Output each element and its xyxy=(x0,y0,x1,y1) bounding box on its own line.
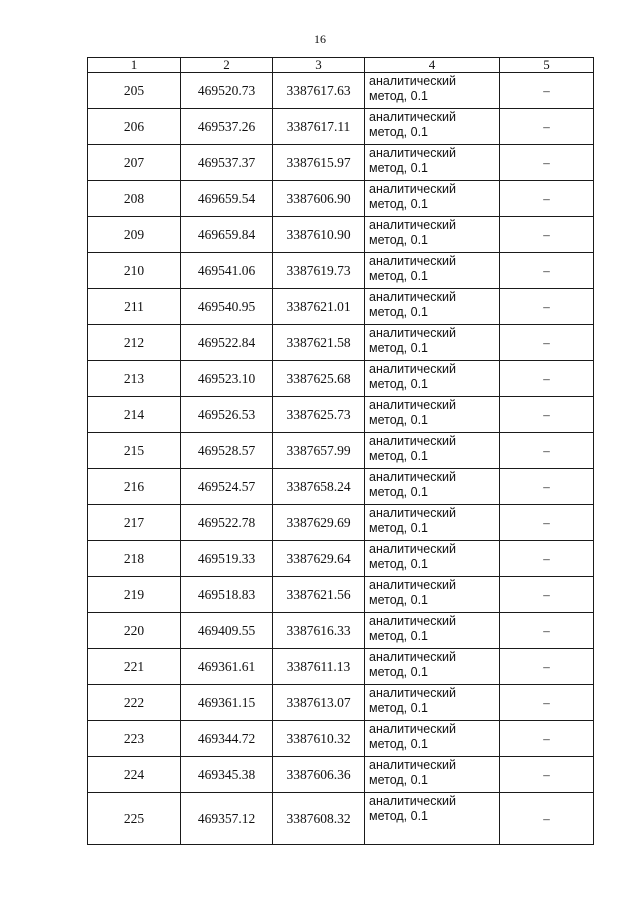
method-name: аналитический xyxy=(369,758,456,772)
y-coordinate-cell: 3387657.99 xyxy=(273,433,365,469)
point-number-cell: 223 xyxy=(88,721,181,757)
y-coordinate-cell: 3387619.73 xyxy=(273,253,365,289)
method-cell xyxy=(365,685,500,721)
x-coordinate-cell: 469659.84 xyxy=(181,217,273,253)
note-cell: – xyxy=(500,649,594,685)
x-coordinate-cell: 469659.54 xyxy=(181,181,273,217)
point-number-cell: 218 xyxy=(88,541,181,577)
method-accuracy: метод, 0.1 xyxy=(369,485,429,499)
note-cell: – xyxy=(500,289,594,325)
method-name: аналитический xyxy=(369,470,456,484)
point-number-cell: 205 xyxy=(88,73,181,109)
y-coordinate-cell: 3387606.36 xyxy=(273,757,365,793)
method-cell xyxy=(365,757,500,793)
y-coordinate-cell: 3387621.01 xyxy=(273,289,365,325)
method-cell xyxy=(365,73,500,109)
table-row xyxy=(88,433,594,469)
method-accuracy: метод, 0.1 xyxy=(369,413,429,427)
table-row xyxy=(88,577,594,613)
point-number-cell: 225 xyxy=(88,793,181,845)
y-coordinate-cell: 3387606.90 xyxy=(273,181,365,217)
point-number-cell: 213 xyxy=(88,361,181,397)
method-name: аналитический xyxy=(369,326,456,340)
method-name: аналитический xyxy=(369,434,456,448)
method-cell xyxy=(365,721,500,757)
note-cell: – xyxy=(500,613,594,649)
y-coordinate-cell: 3387621.56 xyxy=(273,577,365,613)
x-coordinate-cell: 469409.55 xyxy=(181,613,273,649)
note-cell: – xyxy=(500,541,594,577)
method-cell xyxy=(365,505,500,541)
x-coordinate-cell: 469357.12 xyxy=(181,793,273,845)
note-cell: – xyxy=(500,361,594,397)
table-body xyxy=(88,73,594,845)
point-number-cell: 209 xyxy=(88,217,181,253)
method-cell xyxy=(365,109,500,145)
y-coordinate-cell: 3387617.63 xyxy=(273,73,365,109)
x-coordinate-cell: 469361.15 xyxy=(181,685,273,721)
method-cell xyxy=(365,253,500,289)
point-number-cell: 222 xyxy=(88,685,181,721)
point-number-cell: 212 xyxy=(88,325,181,361)
table-row xyxy=(88,109,594,145)
method-accuracy: метод, 0.1 xyxy=(369,197,429,211)
point-number-cell: 206 xyxy=(88,109,181,145)
y-coordinate-cell: 3387610.90 xyxy=(273,217,365,253)
point-number-cell: 215 xyxy=(88,433,181,469)
method-name: аналитический xyxy=(369,290,456,304)
coordinates-table xyxy=(87,57,594,845)
x-coordinate-cell: 469344.72 xyxy=(181,721,273,757)
method-name: аналитический xyxy=(369,254,456,268)
note-cell: – xyxy=(500,685,594,721)
x-coordinate-cell: 469541.06 xyxy=(181,253,273,289)
y-coordinate-cell: 3387608.32 xyxy=(273,793,365,845)
method-name: аналитический xyxy=(369,686,456,700)
method-cell xyxy=(365,145,500,181)
note-cell: – xyxy=(500,145,594,181)
method-cell xyxy=(365,469,500,505)
table-row xyxy=(88,397,594,433)
point-number-cell: 214 xyxy=(88,397,181,433)
x-coordinate-cell: 469524.57 xyxy=(181,469,273,505)
point-number-cell: 207 xyxy=(88,145,181,181)
y-coordinate-cell: 3387615.97 xyxy=(273,145,365,181)
table-row xyxy=(88,613,594,649)
method-accuracy: метод, 0.1 xyxy=(369,665,429,679)
y-coordinate-cell: 3387621.58 xyxy=(273,325,365,361)
table-row xyxy=(88,757,594,793)
method-accuracy: метод, 0.1 xyxy=(369,629,429,643)
x-coordinate-cell: 469537.37 xyxy=(181,145,273,181)
method-cell xyxy=(365,793,500,845)
table-row xyxy=(88,685,594,721)
table-row xyxy=(88,469,594,505)
note-cell: – xyxy=(500,577,594,613)
note-cell: – xyxy=(500,793,594,845)
method-cell xyxy=(365,181,500,217)
method-cell xyxy=(365,433,500,469)
x-coordinate-cell: 469522.78 xyxy=(181,505,273,541)
method-cell xyxy=(365,541,500,577)
x-coordinate-cell: 469526.53 xyxy=(181,397,273,433)
y-coordinate-cell: 3387616.33 xyxy=(273,613,365,649)
method-cell xyxy=(365,613,500,649)
point-number-cell: 208 xyxy=(88,181,181,217)
method-accuracy: метод, 0.1 xyxy=(369,773,429,787)
table-row xyxy=(88,505,594,541)
note-cell: – xyxy=(500,253,594,289)
x-coordinate-cell: 469528.57 xyxy=(181,433,273,469)
method-cell xyxy=(365,577,500,613)
y-coordinate-cell: 3387613.07 xyxy=(273,685,365,721)
method-cell xyxy=(365,649,500,685)
header-col-4: 4 xyxy=(365,58,500,73)
x-coordinate-cell: 469518.83 xyxy=(181,577,273,613)
method-name: аналитический xyxy=(369,542,456,556)
method-name: аналитический xyxy=(369,506,456,520)
method-name: аналитический xyxy=(369,74,456,88)
note-cell: – xyxy=(500,505,594,541)
note-cell: – xyxy=(500,757,594,793)
note-cell: – xyxy=(500,433,594,469)
y-coordinate-cell: 3387617.11 xyxy=(273,109,365,145)
table-row xyxy=(88,289,594,325)
point-number-cell: 216 xyxy=(88,469,181,505)
method-accuracy: метод, 0.1 xyxy=(369,305,429,319)
x-coordinate-cell: 469519.33 xyxy=(181,541,273,577)
method-accuracy: метод, 0.1 xyxy=(369,521,429,535)
note-cell: – xyxy=(500,217,594,253)
header-col-2: 2 xyxy=(181,58,273,73)
header-col-3: 3 xyxy=(273,58,365,73)
method-cell xyxy=(365,217,500,253)
y-coordinate-cell: 3387629.69 xyxy=(273,505,365,541)
note-cell: – xyxy=(500,325,594,361)
method-accuracy: метод, 0.1 xyxy=(369,269,429,283)
method-accuracy: метод, 0.1 xyxy=(369,125,429,139)
table-row xyxy=(88,541,594,577)
table-header xyxy=(88,58,594,73)
table-row xyxy=(88,649,594,685)
x-coordinate-cell: 469520.73 xyxy=(181,73,273,109)
point-number-cell: 221 xyxy=(88,649,181,685)
table-row xyxy=(88,145,594,181)
note-cell: – xyxy=(500,469,594,505)
y-coordinate-cell: 3387625.68 xyxy=(273,361,365,397)
method-cell xyxy=(365,325,500,361)
method-name: аналитический xyxy=(369,614,456,628)
method-cell xyxy=(365,361,500,397)
x-coordinate-cell: 469537.26 xyxy=(181,109,273,145)
method-accuracy: метод, 0.1 xyxy=(369,809,429,823)
method-name: аналитический xyxy=(369,146,456,160)
table-row xyxy=(88,181,594,217)
y-coordinate-cell: 3387611.13 xyxy=(273,649,365,685)
method-accuracy: метод, 0.1 xyxy=(369,701,429,715)
point-number-cell: 217 xyxy=(88,505,181,541)
y-coordinate-cell: 3387625.73 xyxy=(273,397,365,433)
method-name: аналитический xyxy=(369,578,456,592)
point-number-cell: 210 xyxy=(88,253,181,289)
method-cell xyxy=(365,289,500,325)
point-number-cell: 224 xyxy=(88,757,181,793)
method-name: аналитический xyxy=(369,398,456,412)
y-coordinate-cell: 3387610.32 xyxy=(273,721,365,757)
point-number-cell: 220 xyxy=(88,613,181,649)
note-cell: – xyxy=(500,721,594,757)
note-cell: – xyxy=(500,109,594,145)
method-name: аналитический xyxy=(369,794,456,808)
table-row xyxy=(88,325,594,361)
method-accuracy: метод, 0.1 xyxy=(369,341,429,355)
point-number-cell: 219 xyxy=(88,577,181,613)
method-name: аналитический xyxy=(369,722,456,736)
x-coordinate-cell: 469345.38 xyxy=(181,757,273,793)
method-accuracy: метод, 0.1 xyxy=(369,161,429,175)
x-coordinate-cell: 469540.95 xyxy=(181,289,273,325)
method-accuracy: метод, 0.1 xyxy=(369,89,429,103)
table-row xyxy=(88,721,594,757)
y-coordinate-cell: 3387629.64 xyxy=(273,541,365,577)
method-accuracy: метод, 0.1 xyxy=(369,449,429,463)
method-name: аналитический xyxy=(369,218,456,232)
method-cell xyxy=(365,397,500,433)
table-row xyxy=(88,217,594,253)
x-coordinate-cell: 469522.84 xyxy=(181,325,273,361)
table-row xyxy=(88,793,594,845)
page-number: 16 xyxy=(314,32,326,46)
note-cell: – xyxy=(500,397,594,433)
table-row xyxy=(88,253,594,289)
header-row xyxy=(88,58,594,73)
method-accuracy: метод, 0.1 xyxy=(369,557,429,571)
method-accuracy: метод, 0.1 xyxy=(369,737,429,751)
table-row xyxy=(88,73,594,109)
method-name: аналитический xyxy=(369,362,456,376)
table-row xyxy=(88,361,594,397)
method-accuracy: метод, 0.1 xyxy=(369,593,429,607)
method-accuracy: метод, 0.1 xyxy=(369,233,429,247)
x-coordinate-cell: 469523.10 xyxy=(181,361,273,397)
y-coordinate-cell: 3387658.24 xyxy=(273,469,365,505)
method-name: аналитический xyxy=(369,110,456,124)
header-col-5: 5 xyxy=(500,58,594,73)
x-coordinate-cell: 469361.61 xyxy=(181,649,273,685)
point-number-cell: 211 xyxy=(88,289,181,325)
method-name: аналитический xyxy=(369,182,456,196)
header-col-1: 1 xyxy=(88,58,181,73)
note-cell: – xyxy=(500,73,594,109)
method-accuracy: метод, 0.1 xyxy=(369,377,429,391)
note-cell: – xyxy=(500,181,594,217)
method-name: аналитический xyxy=(369,650,456,664)
